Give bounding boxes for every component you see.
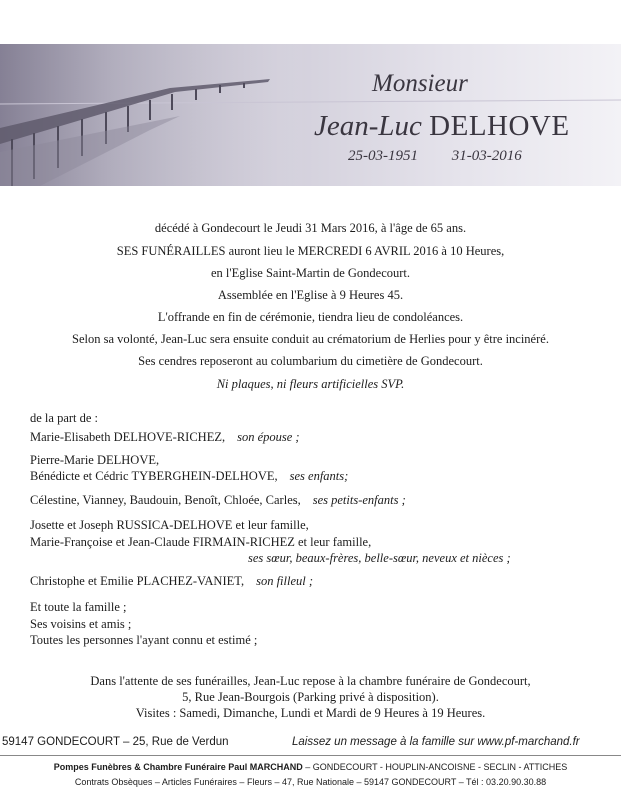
family-intro: de la part de : (30, 411, 99, 425)
company-line (0, 762, 621, 772)
contact-line: Contrats Obsèques – Articles Funéraires – Fleurs – 47, Rue Nationale – 59147 GONDECOURT – Tél : 03.20.90.30.88 (74, 777, 547, 787)
child-names: Bénédicte et Cédric TYBERGHEIN-DELHOVE, (30, 469, 278, 483)
godson-role: son filleul ; (256, 574, 314, 588)
footer-address: 59147 GONDECOURT – 25, Rue de Verdun (2, 736, 229, 748)
deceased-name (314, 110, 570, 143)
honorific: Monsieur (372, 70, 468, 97)
sibling-line: Josette et Joseph RUSSICA-DELHOVE et leur famille, (30, 518, 309, 532)
no-flowers-note: Ni plaques, ni fleurs artificielles SVP. (216, 377, 405, 391)
child-line (30, 469, 348, 484)
rest-line: Dans l'attente de ses funérailles, Jean-Luc repose à la chambre funéraire de Gondecourt, (90, 674, 531, 688)
grandchildren-names: Célestine, Vianney, Baudouin, Benoît, Chloée, Carles, (30, 493, 301, 507)
header-banner (0, 44, 621, 186)
spouse-name: Marie-Elisabeth DELHOVE-RICHEZ, (30, 430, 226, 444)
life-dates (348, 148, 522, 165)
rest-line: Visites : Samedi, Dimanche, Lundi et Mardi de 9 Heures à 19 Heures. (135, 706, 486, 720)
closing-line: Et toute la famille ; (30, 600, 127, 614)
child-line: Pierre-Marie DELHOVE, (30, 453, 160, 467)
siblings-role: ses sœur, beaux-frères, belle-sœur, neveux et nièces ; (248, 551, 511, 565)
grandchildren-line (30, 493, 406, 508)
footer-divider (0, 755, 621, 756)
closing-line: Ses voisins et amis ; (30, 617, 132, 631)
announcement-line: L'offrande en fin de cérémonie, tiendra lieu de condoléances. (157, 310, 464, 324)
announcement-line: en l'Eglise Saint-Martin de Gondecourt. (210, 266, 411, 280)
sibling-line: Marie-Françoise et Jean-Claude FIRMAIN-RICHEZ et leur famille, (30, 535, 372, 549)
announcement-line: SES FUNÉRAILLES auront lieu le MERCREDI 6 AVRIL 2016 à 10 Heures, (116, 244, 505, 258)
first-name: Jean-Luc (314, 110, 422, 142)
grandchildren-role: ses petits-enfants ; (312, 493, 406, 507)
children-role: ses enfants; (289, 469, 349, 483)
footer-message: Laissez un message à la famille sur www.pf-marchand.fr (292, 736, 580, 748)
godson-name: Christophe et Emilie PLACHEZ-VANIET, (30, 574, 245, 588)
announcement-line: Ses cendres reposeront au columbarium du cimetière de Gondecourt. (138, 354, 483, 368)
company-name: Pompes Funèbres & Chambre Funéraire Paul MARCHAND (53, 762, 303, 772)
godson-line (30, 574, 313, 589)
company-locations: – GONDECOURT - HOUPLIN-ANCOISNE - SECLIN - ATTICHES (302, 762, 568, 772)
spouse-line (30, 430, 300, 445)
rest-line: 5, Rue Jean-Bourgois (Parking privé à disposition). (182, 690, 439, 704)
birth-date: 25-03-1951 (348, 148, 418, 164)
spouse-role: son épouse ; (237, 430, 300, 444)
surname: DELHOVE (429, 110, 570, 142)
closing-line: Toutes les personnes l'ayant connu et estimé ; (30, 633, 258, 647)
announcement-line: Assemblée en l'Eglise à 9 Heures 45. (217, 288, 404, 302)
announcement-line: décédé à Gondecourt le Jeudi 31 Mars 2016, à l'âge de 65 ans. (154, 221, 467, 235)
announcement-line: Selon sa volonté, Jean-Luc sera ensuite conduit au crématorium de Herlies pour y être incinéré. (72, 332, 549, 346)
death-date: 31-03-2016 (451, 148, 522, 164)
